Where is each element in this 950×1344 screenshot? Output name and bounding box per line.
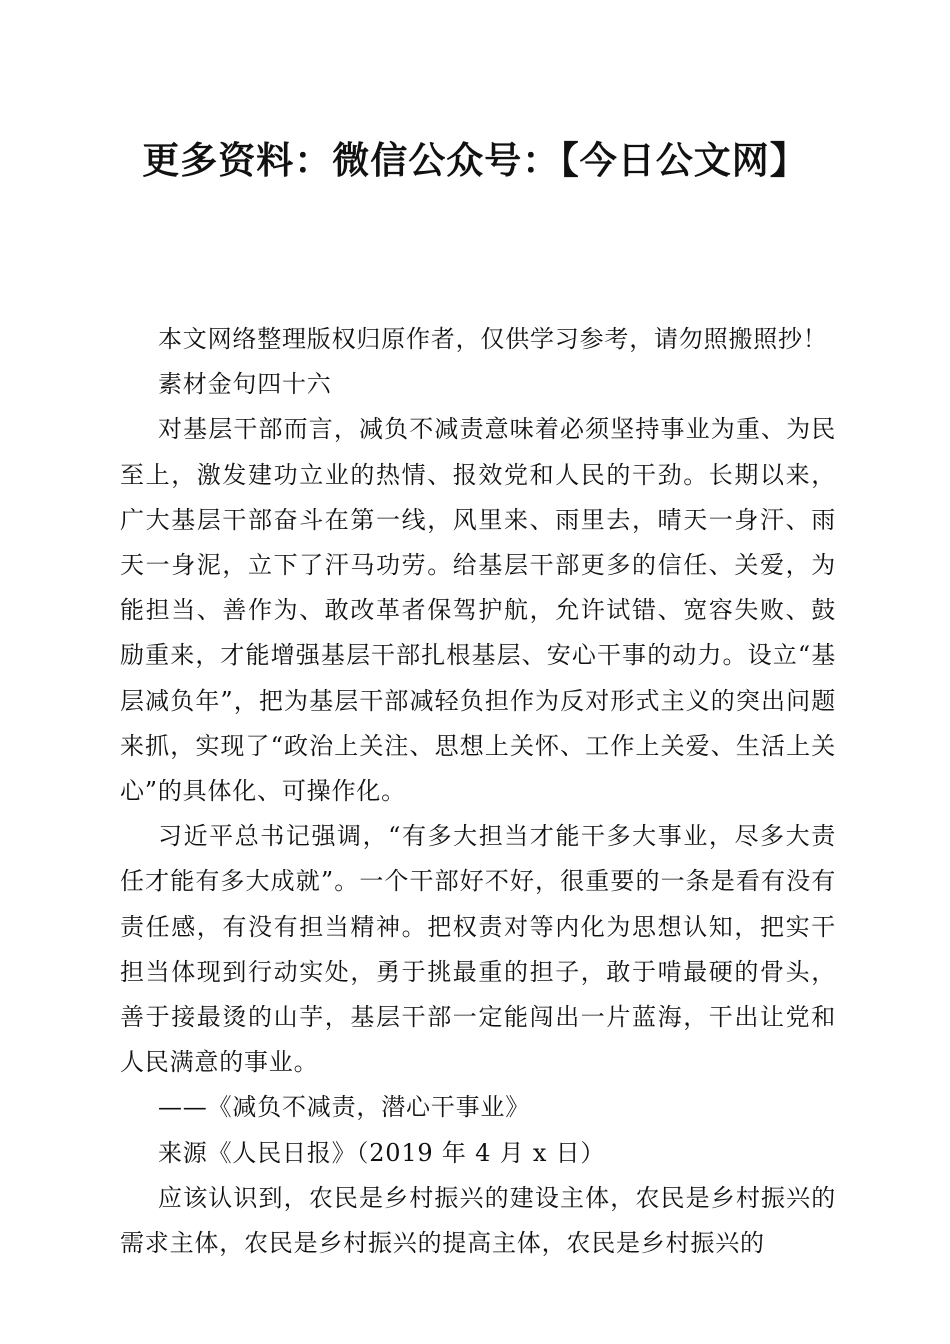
source-citation: 来源《人民日报》（2019 年 4 月 x 日） — [158, 1138, 606, 1167]
document-body — [120, 317, 836, 1266]
article-title-citation: ——《减负不减责，潜心干事业》 — [158, 1093, 530, 1122]
paragraph: 习近平总书记强调，“有多大担当才能干多大事业，尽多大责任才能有多大成就”。一个干部好不好，很重要的一条是看有没有责任感，有没有担当精神。把权责对等内化为思想认知，把实干担当体现到行动实处，勇于挑最重的担子，敢于啃最硬的骨头，善于接最烫的山芋，基层干部一定能闯出一片蓝海，干出让党和人民满意的事业。 — [120, 822, 836, 1077]
section-title: 素材金句四十六 — [158, 370, 332, 399]
copyright-notice: 本文网络整理版权归原作者，仅供学习参考，请勿照搬照抄！ — [158, 325, 828, 353]
paragraph: 对基层干部而言，减负不减责意味着必须坚持事业为重、为民至上，激发建功立业的热情、报效党和人民的干劲。长期以来，广大基层干部奋斗在第一线，风里来、雨里去，晴天一身汗、雨天一身泥，立下了汗马功劳。给基层干部更多的信任、关爱，为能担当、善作为、敢改革者保驾护航，允许试错、宽容失败、鼓励重来，才能增强基层干部扎根基层、安心干事的动力。设立“基层减负年”，把为基层干部减轻负担作为反对形式主义的突出问题来抓，实现了“政治上关注、思想上关怀、工作上关爱、生活上关心”的具体化、可操作化。 — [120, 415, 836, 806]
page-title: 更多资料：微信公众号：【今日公文网】 — [142, 138, 808, 182]
paragraph: 应该认识到，农民是乡村振兴的建设主体，农民是乡村振兴的需求主体，农民是乡村振兴的提高主体，农民是乡村振兴的 — [120, 1183, 836, 1258]
